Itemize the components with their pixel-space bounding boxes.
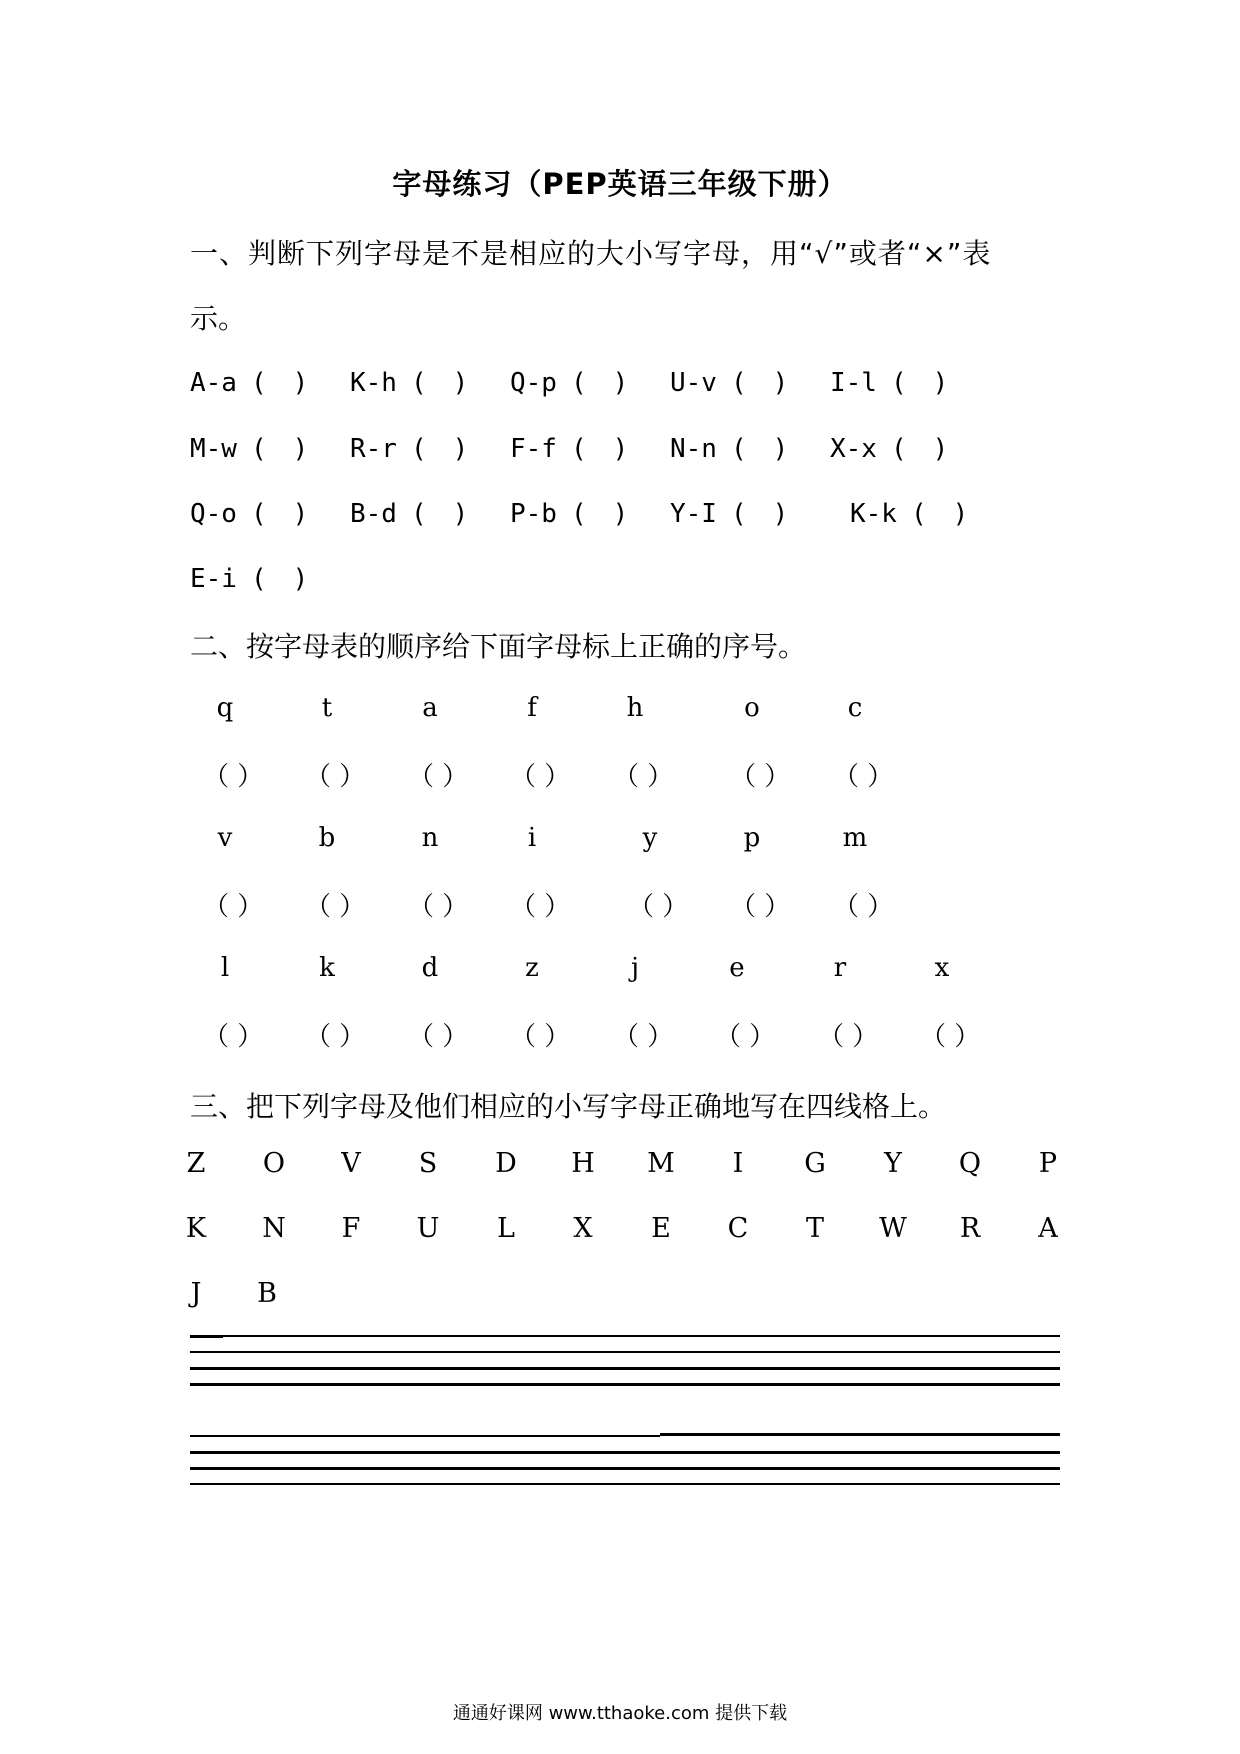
answer-blank[interactable]: ( )	[250, 564, 309, 594]
capital-letter: U	[416, 1213, 440, 1244]
sequence-letter: d	[421, 953, 439, 983]
capital-letter: L	[497, 1213, 515, 1244]
sequence-letter: p	[743, 823, 761, 853]
sequence-letter: q	[216, 693, 234, 723]
answer-blank[interactable]: ( )	[570, 434, 629, 464]
footer-credit: 通通好课网 www.tthaoke.com 提供下载	[452, 1703, 788, 1724]
pair-label: Q-o	[190, 499, 237, 529]
section2-heading: 二、按字母表的顺序给下面字母标上正确的序号。	[190, 630, 807, 663]
capital-letter: M	[647, 1148, 675, 1179]
capital-letter: Z	[186, 1148, 206, 1179]
capital-letter: O	[262, 1148, 286, 1179]
capital-letter: I	[732, 1148, 744, 1179]
pair-label: K-k	[850, 499, 897, 529]
pair-label: Y-I	[670, 499, 717, 529]
capital-letter: F	[341, 1213, 361, 1244]
capital-letter: C	[727, 1213, 749, 1244]
answer-blank[interactable]: ( )	[890, 434, 949, 464]
pair-label: M-w	[190, 434, 237, 464]
answer-blank[interactable]: ( )	[890, 368, 949, 398]
order-blank[interactable]: （ ）	[408, 762, 469, 792]
sequence-letter: b	[318, 823, 336, 853]
letter-pair	[510, 493, 628, 530]
order-blank[interactable]: （ ）	[203, 892, 264, 922]
letter-pair	[830, 362, 948, 399]
order-blank[interactable]: （ ）	[305, 1022, 366, 1052]
letter-pair	[670, 493, 788, 530]
sequence-letter: i	[527, 823, 537, 853]
pair-label: F-f	[510, 434, 557, 464]
sequence-letter: y	[642, 823, 658, 853]
order-blank[interactable]: （ ）	[628, 892, 689, 922]
order-blank[interactable]: （ ）	[408, 1022, 469, 1052]
capital-letter: Q	[958, 1148, 982, 1179]
order-blank[interactable]: （ ）	[408, 892, 469, 922]
capital-letter: H	[571, 1148, 595, 1179]
sequence-letter: l	[220, 953, 230, 983]
answer-blank[interactable]: ( )	[250, 434, 309, 464]
page-title: 字母练习（PEP英语三年级下册）	[392, 167, 848, 201]
pair-label: U-v	[670, 368, 717, 398]
capital-letter: P	[1038, 1148, 1058, 1179]
capital-letter: G	[804, 1148, 826, 1179]
capital-letter: T	[805, 1213, 824, 1244]
answer-blank[interactable]: ( )	[410, 499, 469, 529]
capital-letter: W	[879, 1213, 907, 1244]
sequence-letter: h	[626, 693, 644, 723]
pair-label: R-r	[350, 434, 397, 464]
pair-label: N-n	[670, 434, 717, 464]
order-blank[interactable]: （ ）	[305, 762, 366, 792]
letter-pair	[830, 428, 948, 465]
answer-blank[interactable]: ( )	[730, 434, 789, 464]
answer-blank[interactable]: ( )	[570, 499, 629, 529]
letter-pair	[670, 428, 788, 465]
letter-pair	[190, 558, 308, 595]
sequence-letter: x	[934, 953, 950, 983]
pair-label: E-i	[190, 564, 237, 594]
capital-letter: E	[651, 1213, 671, 1244]
sequence-letter: n	[421, 823, 439, 853]
letter-pair	[510, 428, 628, 465]
order-blank[interactable]: （ ）	[613, 1022, 674, 1052]
letter-pair	[350, 493, 468, 530]
order-blank[interactable]: （ ）	[833, 762, 894, 792]
section1-heading-continued: 示。	[190, 302, 247, 335]
capital-letter: S	[418, 1148, 438, 1179]
order-blank[interactable]: （ ）	[510, 762, 571, 792]
sequence-letter: v	[217, 823, 233, 853]
sequence-letter: z	[525, 953, 539, 983]
sequence-letter: m	[842, 823, 868, 853]
order-blank[interactable]: （ ）	[203, 1022, 264, 1052]
capital-letter: X	[573, 1213, 593, 1244]
letter-pair	[350, 362, 468, 399]
order-blank[interactable]: （ ）	[818, 1022, 879, 1052]
section1-heading: 一、判断下列字母是不是相应的大小写字母，用“√”或者“×”表	[190, 237, 992, 270]
letter-pair	[190, 362, 308, 399]
pair-label: X-x	[830, 434, 877, 464]
order-blank[interactable]: （ ）	[613, 762, 674, 792]
answer-blank[interactable]: ( )	[570, 368, 629, 398]
letter-pair	[850, 493, 968, 530]
capital-letter: Y	[884, 1148, 902, 1179]
section3-heading: 三、把下列字母及他们相应的小写字母正确地写在四线格上。	[190, 1090, 947, 1123]
order-blank[interactable]: （ ）	[305, 892, 366, 922]
sequence-letter: e	[729, 953, 745, 983]
pair-label: K-h	[350, 368, 397, 398]
answer-blank[interactable]: ( )	[250, 499, 309, 529]
pair-label: A-a	[190, 368, 237, 398]
order-blank[interactable]: （ ）	[920, 1022, 981, 1052]
sequence-letter: o	[744, 693, 760, 723]
sequence-letter: r	[833, 953, 847, 983]
capital-letter: N	[262, 1213, 286, 1244]
letter-pair	[350, 428, 468, 465]
order-blank[interactable]: （ ）	[730, 892, 791, 922]
capital-letter: R	[959, 1213, 981, 1244]
order-blank[interactable]: （ ）	[203, 762, 264, 792]
pair-label: I-l	[830, 368, 877, 398]
sequence-letter: t	[321, 693, 333, 723]
capital-letter: J	[190, 1278, 202, 1309]
letter-pair	[190, 428, 308, 465]
sequence-letter: k	[319, 953, 335, 983]
answer-blank[interactable]: ( )	[730, 499, 789, 529]
pair-label: B-d	[350, 499, 397, 529]
order-blank[interactable]: （ ）	[510, 1022, 571, 1052]
sequence-letter: a	[422, 693, 438, 723]
capital-letter: A	[1038, 1213, 1058, 1244]
order-blank[interactable]: （ ）	[715, 1022, 776, 1052]
sequence-letter: j	[630, 953, 640, 983]
capital-letter: D	[495, 1148, 517, 1179]
capital-letter: K	[185, 1213, 207, 1244]
order-blank[interactable]: （ ）	[833, 892, 894, 922]
letter-pair	[670, 362, 788, 399]
answer-blank[interactable]: ( )	[910, 499, 969, 529]
letter-pair	[510, 362, 628, 399]
order-blank[interactable]: （ ）	[510, 892, 571, 922]
capital-letter: V	[341, 1148, 361, 1179]
answer-blank[interactable]: ( )	[250, 368, 309, 398]
answer-blank[interactable]: ( )	[730, 368, 789, 398]
sequence-letter: f	[527, 693, 537, 723]
answer-blank[interactable]: ( )	[410, 434, 469, 464]
order-blank[interactable]: （ ）	[730, 762, 791, 792]
letter-pair	[190, 493, 308, 530]
pair-label: Q-p	[510, 368, 557, 398]
pair-label: P-b	[510, 499, 557, 529]
sequence-letter: c	[847, 693, 863, 723]
answer-blank[interactable]: ( )	[410, 368, 469, 398]
capital-letter: B	[257, 1278, 277, 1309]
